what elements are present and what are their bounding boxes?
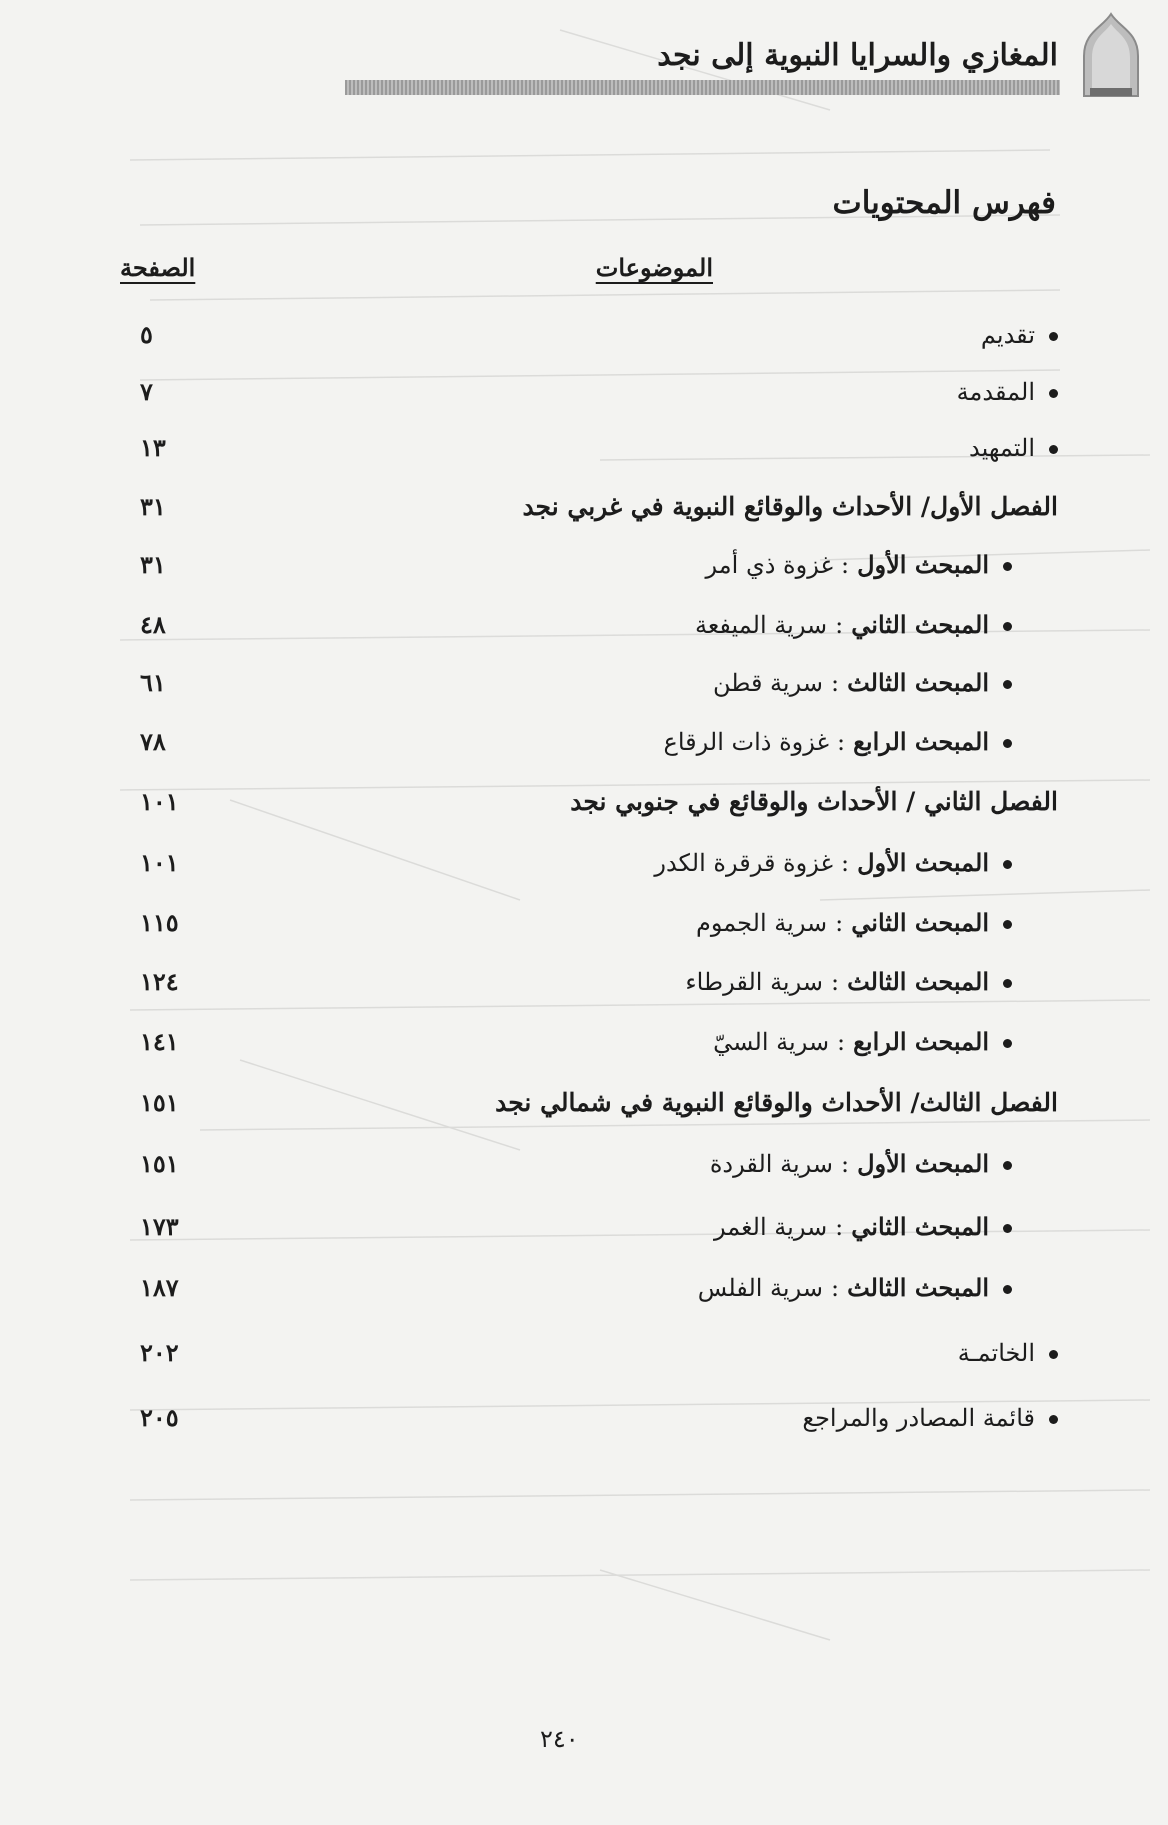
toc-entry-text: غزوة قرقرة الكدر [654,849,833,877]
toc-row[interactable] [0,372,1168,412]
toc-page-number: ٧ [140,377,153,406]
toc-page-number: ١٨٧ [140,1273,179,1302]
toc-row[interactable] [0,605,1168,645]
toc-separator: : [830,669,840,697]
toc-entry-text: سرية السيّ [713,1028,830,1056]
toc-page-number: ١١٥ [140,908,179,937]
toc-page-number: ٣١ [140,492,166,521]
toc-entry-text: سرية الغمر [713,1213,828,1241]
toc-page-number: ١٥١ [140,1088,179,1117]
toc-section-label: المبحث الثاني [851,1212,989,1241]
toc-page-number: ٢٠٢ [140,1338,179,1367]
toc-entry-text: غزوة ذي أمر [705,551,833,579]
bullet-icon [1003,1224,1012,1233]
toc-entry-text: سرية القرطاء [685,968,823,996]
toc-section-entry [685,962,1012,1002]
toc-section-label: المبحث الرابع [853,1027,989,1056]
toc-section-label: المبحث الثالث [847,967,989,996]
toc-separator: : [841,551,850,579]
bullet-icon [1049,332,1058,341]
toc-section-label: المبحث الأول [857,1149,989,1178]
toc-chapter-title [495,1083,1058,1123]
page-number: ٢٤٠ [540,1725,579,1753]
bullet-icon [1003,1161,1012,1170]
toc-section-label: المبحث الرابع [853,727,989,756]
toc-page-number: ٤٨ [140,610,166,639]
toc-row[interactable] [0,1268,1168,1308]
bullet-icon [1003,622,1012,631]
toc-section-entry [714,1207,1012,1247]
toc-row[interactable] [0,722,1168,762]
toc-title: فهرس المحتويات [832,185,1056,221]
toc-separator: : [835,909,844,937]
toc-page-number: ١٠١ [140,787,179,816]
toc-page-number: ١٤١ [140,1027,179,1056]
toc-entry-text: قائمة المصادر والمراجع [802,1404,1035,1432]
toc-row[interactable] [0,1144,1168,1184]
header-rule [345,80,1060,95]
toc-entry-text: غزوة ذات الرقاع [663,728,830,756]
bullet-icon [1003,1039,1012,1048]
bullet-icon [1003,920,1012,929]
toc-section-entry [695,605,1012,645]
toc-section-label: المبحث الأول [857,848,989,877]
toc-section-entry [706,545,1012,585]
bullet-icon [1003,979,1012,988]
toc-page-number: ١٣ [140,433,166,462]
toc-section-entry [698,1268,1012,1308]
toc-page-number: ٦١ [140,668,166,697]
toc-row[interactable] [0,487,1168,527]
toc-separator: : [837,1028,846,1056]
toc-section-entry [710,1144,1012,1184]
bullet-icon [1003,860,1012,869]
toc-separator: : [837,728,846,756]
toc-entry-text: سرية الفلس [697,1274,823,1302]
toc-entry [802,1398,1058,1438]
toc-row[interactable] [0,1398,1168,1438]
toc-chapter-text: الفصل الثاني / الأحداث والوقائع في جنوبي نجد [570,787,1058,816]
bullet-icon [1049,389,1058,398]
topics-column-header: الموضوعات [595,253,713,282]
toc-section-entry [654,843,1012,883]
toc-separator: : [835,1213,844,1241]
toc-section-entry [713,663,1012,703]
toc-entry-text: سرية الميفعة [694,611,828,639]
toc-separator: : [841,1150,850,1178]
bullet-icon [1049,1415,1058,1424]
bullet-icon [1049,1350,1058,1359]
toc-row[interactable] [0,428,1168,468]
toc-chapter-title [570,782,1058,822]
toc-entry-text: سرية الجموم [696,909,828,937]
toc-section-label: المبحث الثالث [847,668,989,697]
bullet-icon [1003,680,1012,689]
toc-separator: : [841,849,850,877]
toc-entry-text: سرية القردة [709,1150,833,1178]
toc-entry-text: تقديم [980,321,1035,349]
toc-section-label: المبحث الثاني [851,908,989,937]
toc-section-label: المبحث الثاني [851,610,989,639]
toc-row[interactable] [0,663,1168,703]
toc-page-number: ٢٠٥ [140,1403,179,1432]
toc-section-entry [713,1022,1012,1062]
toc-row[interactable] [0,1083,1168,1123]
bullet-icon [1049,445,1058,454]
mosque-dome-icon [1072,10,1150,102]
toc-section-label: المبحث الأول [857,550,989,579]
toc-entry [957,372,1058,412]
toc-row[interactable] [0,843,1168,883]
toc-row[interactable] [0,315,1168,355]
toc-chapter-text: الفصل الأول/ الأحداث والوقائع النبوية في غربي نجد [522,492,1058,521]
toc-section-entry [696,903,1012,943]
toc-row[interactable] [0,962,1168,1002]
toc-entry-text: الخاتمـة [957,1339,1035,1367]
toc-separator: : [835,611,844,639]
toc-page-number: ١٧٣ [140,1212,179,1241]
toc-entry-text: المقدمة [956,378,1035,406]
toc-row[interactable] [0,782,1168,822]
toc-page-number: ١٥١ [140,1149,179,1178]
bullet-icon [1003,1285,1012,1294]
toc-row[interactable] [0,1022,1168,1062]
toc-section-entry [664,722,1012,762]
toc-page-number: ١٢٤ [140,967,179,996]
bullet-icon [1003,562,1012,571]
toc-row[interactable] [0,903,1168,943]
toc-chapter-title [522,487,1058,527]
page-column-header: الصفحة [120,253,196,282]
toc-row[interactable] [0,545,1168,585]
toc-row[interactable] [0,1207,1168,1247]
toc-entry [969,428,1058,468]
toc-chapter-text: الفصل الثالث/ الأحداث والوقائع النبوية في شمالي نجد [495,1088,1058,1117]
running-title: المغازي والسرايا النبوية إلى نجد [657,38,1058,73]
toc-entry [981,315,1058,355]
toc-page-number: ١٠١ [140,848,179,877]
toc-section-label: المبحث الثالث [847,1273,989,1302]
toc-separator: : [830,968,840,996]
toc-page-number: ٧٨ [140,727,166,756]
toc-page-number: ٥ [140,320,153,349]
toc-page-number: ٣١ [140,550,166,579]
toc-separator: : [830,1274,840,1302]
toc-row[interactable] [0,1333,1168,1373]
toc-entry [958,1333,1058,1373]
toc-entry-text: التمهيد [969,434,1035,462]
bullet-icon [1003,739,1012,748]
toc-entry-text: سرية قطن [713,669,823,697]
